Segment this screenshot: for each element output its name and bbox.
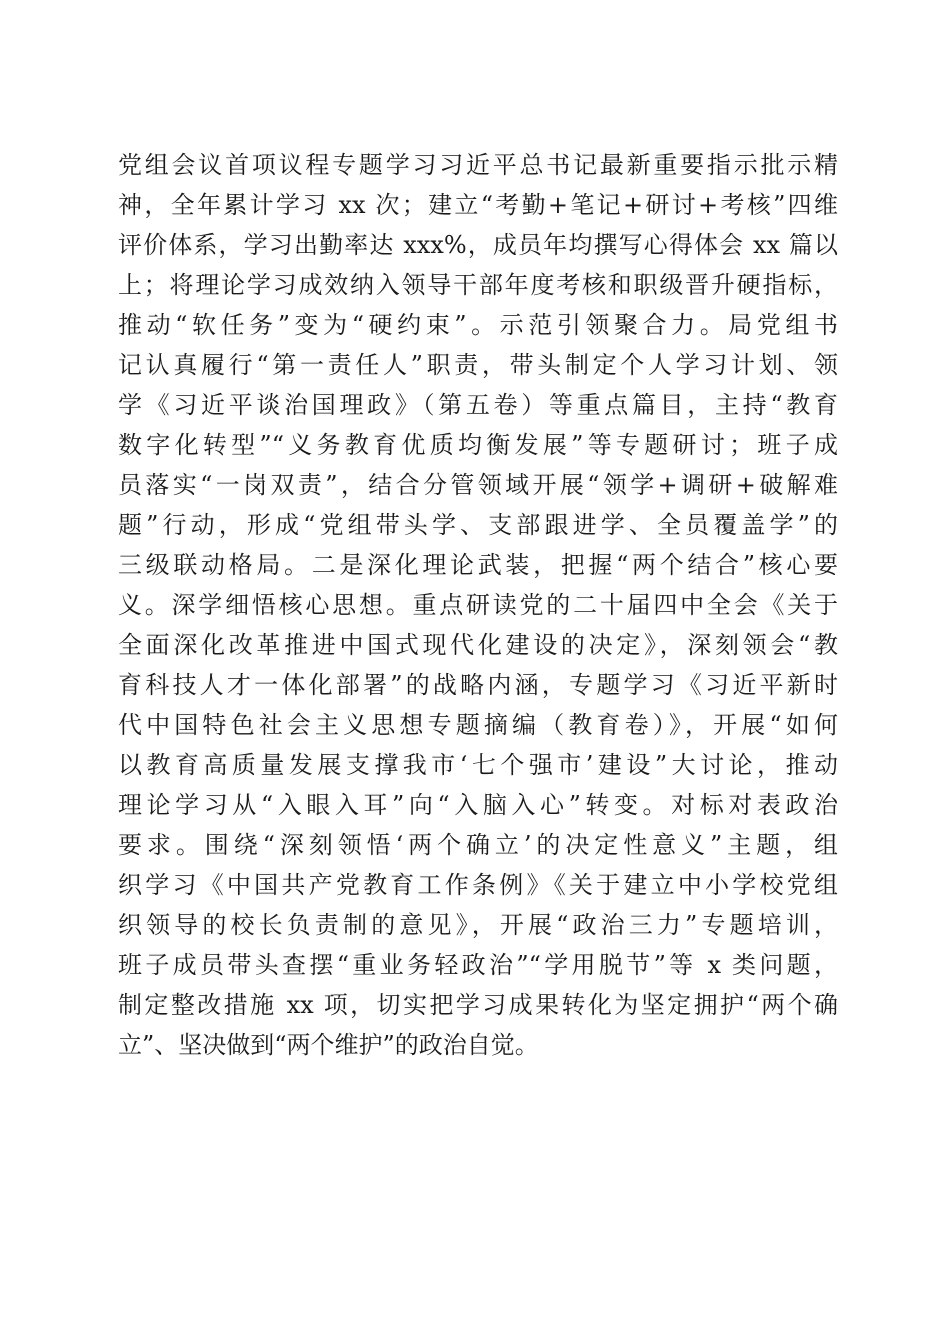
text-line: 制定整改措施 xx 项，切实把学习成果转化为坚定拥护“两个确 (118, 991, 838, 1019)
text-line: 要求。围绕“深刻领悟‘两个确立’的决定性意义”主题，组 (118, 831, 838, 859)
text-line: 班子成员带头查摆“重业务轻政治”“学用脱节”等 x 类问题， (118, 951, 838, 979)
text-line: 织领导的校长负责制的意见》，开展“政治三力”专题培训， (118, 911, 838, 939)
text-line: 数字化转型”“义务教育优质均衡发展”等专题研讨；班子成 (118, 431, 838, 459)
text-line: 以教育高质量发展支撑我市‘七个强市’建设”大讨论，推动 (118, 751, 838, 779)
text-line: 推动“软任务”变为“硬约束”。示范引领聚合力。局党组书 (118, 311, 838, 339)
text-line: 上；将理论学习成效纳入领导干部年度考核和职级晋升硬指标， (118, 271, 838, 299)
text-line: 党组会议首项议程专题学习习近平总书记最新重要指示批示精 (118, 151, 838, 179)
text-line: 学《习近平谈治国理政》（第五卷）等重点篇目，主持“教育 (118, 391, 838, 419)
text-line: 织学习《中国共产党教育工作条例》《关于建立中小学校党组 (118, 871, 838, 899)
text-line: 员落实“一岗双责”，结合分管领域开展“领学+调研+破解难 (118, 471, 838, 499)
text-line: 育科技人才一体化部署”的战略内涵，专题学习《习近平新时 (118, 671, 838, 699)
text-line: 理论学习从“入眼入耳”向“入脑入心”转变。对标对表政治 (118, 791, 838, 819)
text-line: 神，全年累计学习 xx 次；建立“考勤+笔记+研讨+考核”四维 (118, 191, 838, 219)
text-line: 义。深学细悟核心思想。重点研读党的二十届四中全会《关于 (118, 591, 838, 619)
body-paragraph (118, 145, 838, 1065)
text-line: 记认真履行“第一责任人”职责，带头制定个人学习计划、领 (118, 351, 838, 379)
text-line: 题”行动，形成“党组带头学、支部跟进学、全员覆盖学”的 (118, 511, 838, 539)
text-line: 评价体系，学习出勤率达 xxx%，成员年均撰写心得体会 xx 篇以 (118, 231, 838, 259)
text-line: 立”、坚决做到“两个维护”的政治自觉。 (118, 1031, 539, 1059)
text-line: 全面深化改革推进中国式现代化建设的决定》，深刻领会“教 (118, 631, 838, 659)
text-line: 三级联动格局。二是深化理论武装，把握“两个结合”核心要 (118, 551, 838, 579)
text-line: 代中国特色社会主义思想专题摘编（教育卷）》，开展“如何 (118, 711, 838, 739)
